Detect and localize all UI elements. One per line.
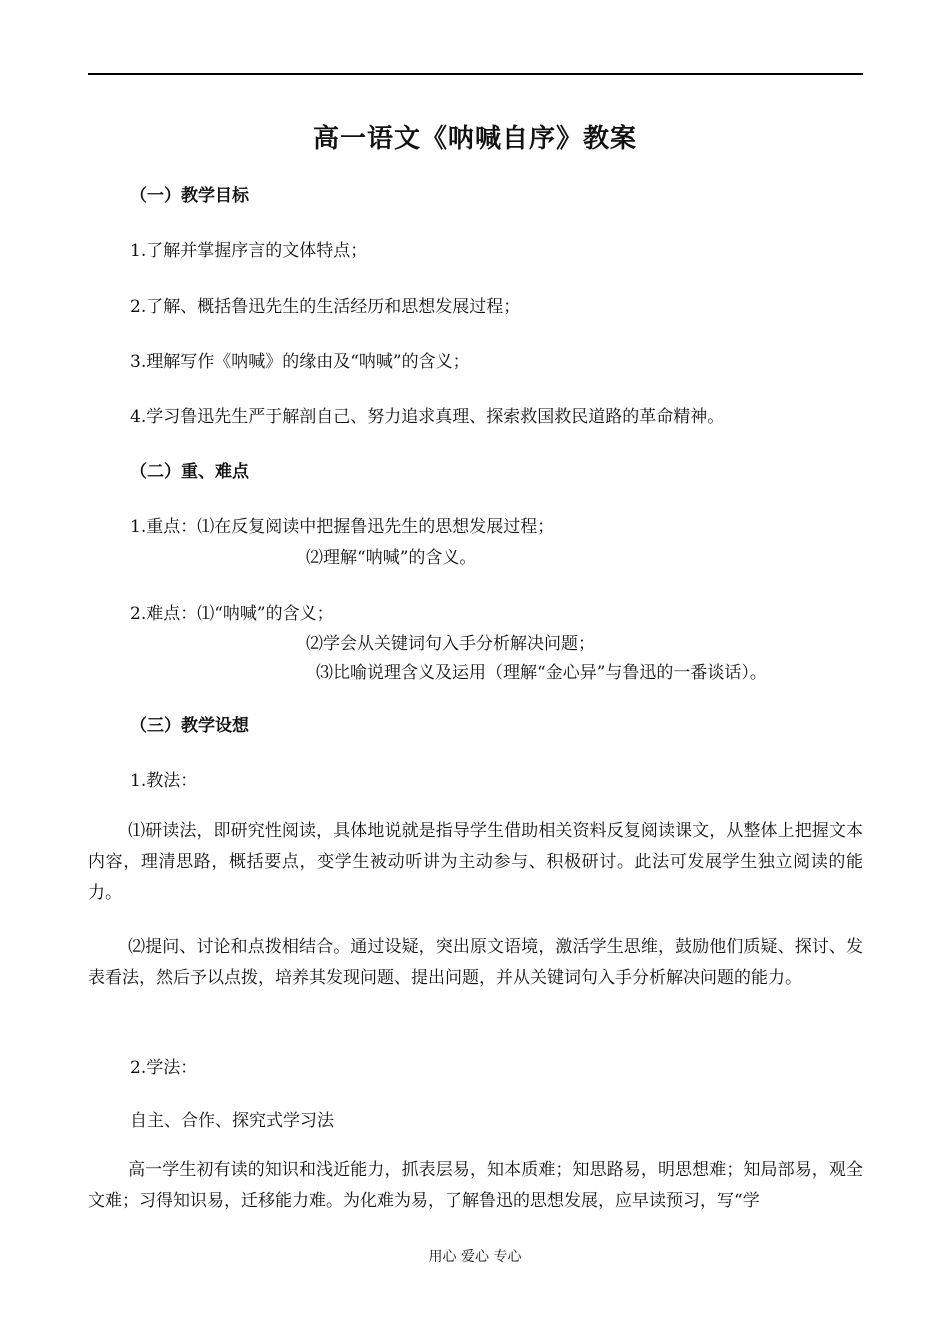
objective-item: 4.学习鲁迅先生严于解剖自己、努力追求真理、探索救国救民道路的革命精神。 [130, 407, 725, 427]
header-rule [88, 73, 863, 75]
section-heading-key-points: （二）重、难点 [130, 462, 249, 482]
objective-item: 3.理解写作《呐喊》的缘由及“呐喊”的含义； [130, 352, 470, 372]
learning-label: 2.学法： [130, 1058, 198, 1078]
method-paragraph [88, 816, 863, 909]
section-heading-objectives: （一）教学目标 [130, 186, 249, 206]
difficulty-item: ⑶比喻说理含义及运用（理解“金心异”与鲁迅的一番谈话）。 [316, 663, 767, 683]
difficulty-item: 2.难点：⑴“呐喊”的含义； [130, 604, 334, 624]
method-1-text: ⑴研读法，即研究性阅读，具体地说就是指导学生借助相关资料反复阅读课文，从整体上把握文本内容，理清思路，概括要点，变学生被动听讲为主动参与、积极研讨。此法可发展学生独立阅读的能力。 [88, 821, 863, 903]
methods-label: 1.教法： [130, 771, 198, 791]
section-heading-design: （三）教学设想 [130, 716, 249, 736]
objective-item: 2.了解、概括鲁迅先生的生活经历和思想发展过程； [130, 297, 521, 317]
page-footer: 用心 爱心 专心 [428, 1249, 522, 1265]
learning-value: 自主、合作、探究式学习法 [130, 1111, 334, 1131]
focus-item: ⑵理解“呐喊”的含义。 [306, 548, 477, 568]
document-title: 高一语文《呐喊自序》教案 [312, 124, 637, 154]
method-2-text: ⑵提问、讨论和点拨相结合。通过设疑，突出原文语境，激活学生思维，鼓励他们质疑、探讨、发表看法，然后予以点拨，培养其发现问题、提出问题，并从关键词句入手分析解决问题的能力。 [88, 937, 863, 988]
method-paragraph [88, 932, 863, 994]
student-analysis-paragraph [88, 1155, 863, 1217]
focus-item: 1.重点：⑴在反复阅读中把握鲁迅先生的思想发展过程； [130, 517, 555, 537]
student-analysis-text: 高一学生初有读的知识和浅近能力，抓表层易，知本质难；知思路易，明思想难；知局部易，观全文难；习得知识易，迁移能力难。为化难为易，了解鲁迅的思想发展，应早读预习，写“学 [88, 1160, 863, 1211]
difficulty-item: ⑵学会从关键词句入手分析解决问题； [306, 634, 595, 654]
objective-item: 1.了解并掌握序言的文体特点； [130, 241, 368, 261]
